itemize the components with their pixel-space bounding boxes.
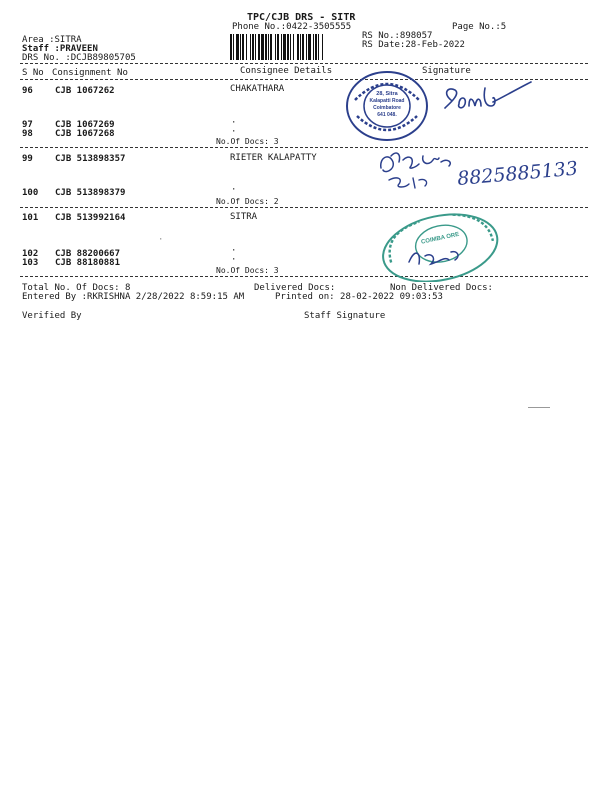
- docs-count: No.Of Docs: 2: [216, 197, 279, 206]
- report-title: TPC/CJB DRS - SITR: [247, 12, 356, 23]
- row-sno: 99: [22, 154, 33, 164]
- docs-count: No.Of Docs: 3: [216, 137, 279, 146]
- signature-2: [375, 148, 590, 198]
- rs-date: RS Date:28-Feb-2022: [362, 40, 465, 50]
- barcode: [230, 34, 354, 60]
- row-consignment: CJB 1067262: [55, 86, 115, 96]
- seal-line: Coimbatore: [373, 105, 401, 111]
- row-consignment: CJB 513898379: [55, 188, 126, 198]
- handwritten-phone: 8825885133: [456, 157, 579, 191]
- docs-count: No.Of Docs: 3: [216, 266, 279, 275]
- row-consignee: CHAKATHARA: [230, 84, 285, 94]
- total-docs: Total No. Of Docs: 8: [22, 283, 131, 293]
- col-signature: Signature: [422, 66, 471, 76]
- row-consignment: CJB 1067268: [55, 129, 115, 139]
- company-seal-stamp: [345, 70, 430, 142]
- stray-mark: ·: [158, 235, 164, 245]
- col-consignment: Consignment No: [52, 68, 128, 78]
- signature-1: [435, 78, 535, 118]
- dot-marker: ·: [231, 127, 237, 137]
- dot-marker: ·: [231, 255, 237, 265]
- staff-signature-label: Staff Signature: [304, 311, 386, 321]
- col-consignee: Consignee Details: [240, 66, 333, 76]
- header-divider: [20, 63, 588, 64]
- non-delivered-docs: Non Delivered Docs:: [390, 283, 493, 293]
- rs-number: RS No.:898057: [362, 31, 433, 41]
- row-sno: 98: [22, 129, 33, 139]
- row-consignment: CJB 1067269: [55, 120, 115, 130]
- seal-line: COIMBA ORE: [420, 231, 460, 246]
- seal-line: 28, Sitra: [376, 91, 398, 97]
- row-consignee: SITRA: [230, 212, 258, 222]
- row-consignment: CJB 513992164: [55, 213, 126, 223]
- row-sno: 100: [22, 188, 39, 198]
- drs-number: DRS No. :DCJB89805705: [22, 53, 136, 63]
- staff-label: Staff :PRAVEEN: [22, 44, 98, 54]
- seal-line: Kalapatti Road: [369, 98, 405, 104]
- dot-marker: ·: [231, 185, 237, 195]
- row-consignment: CJB 88180881: [55, 258, 121, 268]
- row-consignment: CJB 513898357: [55, 154, 126, 164]
- delivered-docs: Delivered Docs:: [254, 283, 336, 293]
- row-consignment: CJB 88200667: [55, 249, 121, 259]
- page-number: Page No.:5: [452, 22, 507, 32]
- entered-by: Entered By :RKRISHNA 2/28/2022 8:59:15 AM: [22, 292, 245, 302]
- seal-line: 641 048.: [377, 112, 397, 118]
- group-divider: [20, 207, 588, 208]
- printed-on: Printed on: 28-02-2022 09:03:53: [275, 292, 443, 302]
- area-label: Area :SITRA: [22, 35, 82, 45]
- phone-number: Phone No.:0422-3505555: [232, 22, 352, 32]
- verified-by: Verified By: [22, 311, 82, 321]
- row-sno: 101: [22, 213, 39, 223]
- row-sno: 97: [22, 120, 33, 130]
- row-consignee: RIETER KALAPATTY: [230, 153, 317, 163]
- row-sno: 96: [22, 86, 33, 96]
- railway-seal-stamp: [375, 212, 505, 282]
- dot-marker: ·: [231, 246, 237, 256]
- row-sno: 103: [22, 258, 39, 268]
- row-sno: 102: [22, 249, 39, 259]
- col-sno: S No: [22, 68, 44, 78]
- stray-line-mark: [528, 407, 550, 408]
- dot-marker: ·: [231, 118, 237, 128]
